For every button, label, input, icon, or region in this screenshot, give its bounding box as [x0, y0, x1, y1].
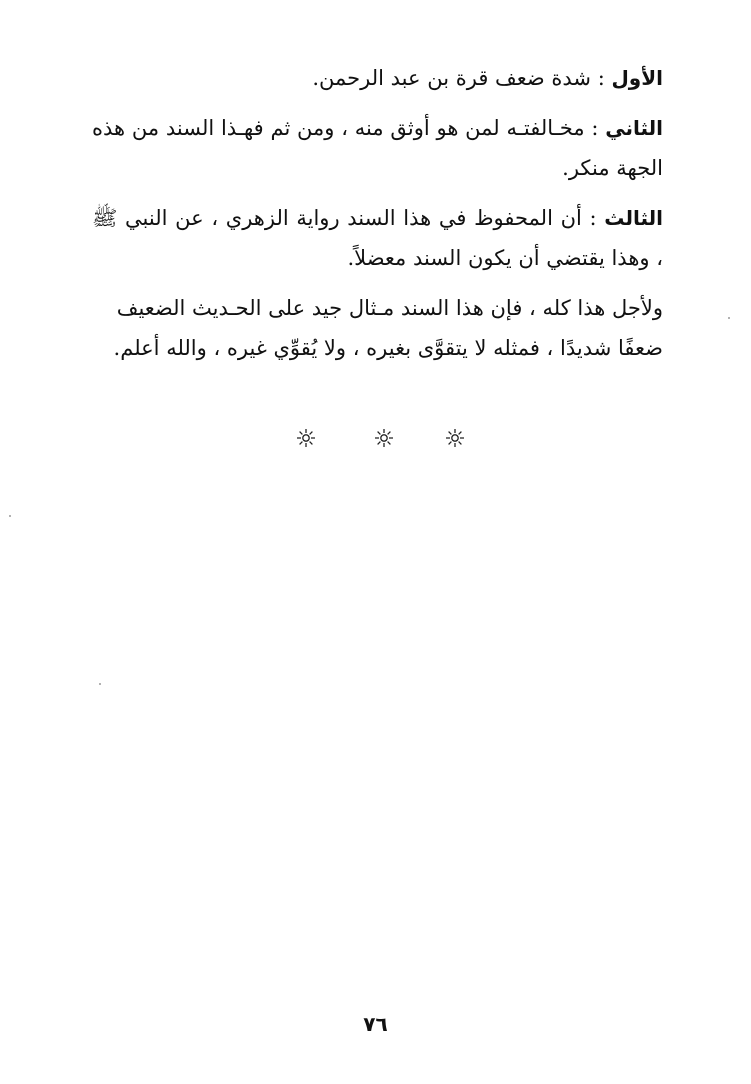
scan-speck	[728, 317, 730, 319]
paragraph-label-third: الثالث	[604, 206, 663, 230]
paragraph-label-second: الثاني	[605, 116, 663, 140]
paragraph-second	[92, 108, 663, 188]
conclusion-line-2: ضعفًا شديدًا ، فمثله لا يتقوَّى بغيره ، ولا يُقوِّي غيره ، والله أعلم.	[113, 336, 663, 360]
paragraph-text-second: : مخـالفتـه لمن هو أوثق منه ، ومن ثم فهـذا السند من هذه الجهة منكر.	[92, 116, 663, 180]
sunburst-ornament-icon	[296, 428, 316, 448]
paragraph-first	[92, 58, 663, 98]
scan-speck	[99, 683, 101, 685]
page-number: ٧٦	[363, 1012, 388, 1036]
paragraph-text-third: : أن المحفوظ في هذا السند رواية الزهري ، عن النبي ﷺ ، وهذا يقتضي أن يكون السند معضلاً.	[92, 206, 663, 270]
section-separator	[0, 428, 751, 452]
conclusion-line-1: ولأجل هذا كله ، فإن هذا السند مـثال جيد على الحـديث الضعيف	[116, 296, 663, 320]
sunburst-ornament-icon	[445, 428, 465, 448]
paragraph-label-first: الأول	[611, 66, 663, 90]
sunburst-ornament-icon	[374, 428, 394, 448]
paragraph-third	[92, 198, 663, 278]
paragraph-text-first: : شدة ضعف قرة بن عبد الرحمن.	[312, 66, 612, 90]
paragraph-conclusion	[92, 288, 663, 368]
scan-speck	[9, 515, 11, 517]
